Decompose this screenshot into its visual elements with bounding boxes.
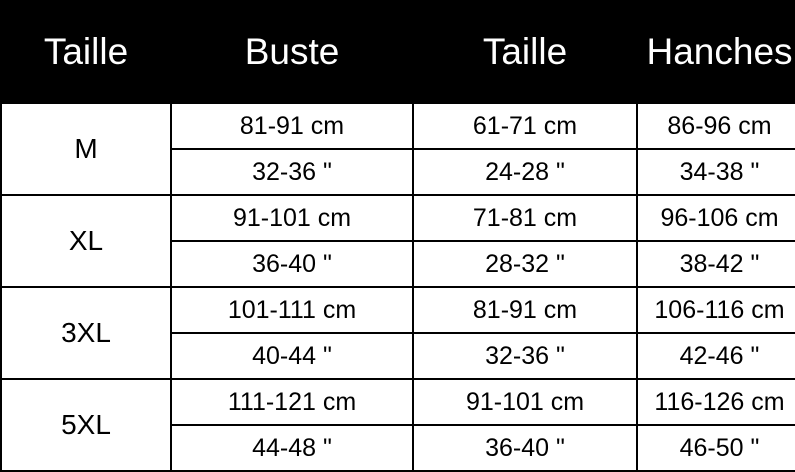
waist-cm-3xl: 81-91 cm — [413, 287, 637, 333]
column-header-size: Taille — [1, 1, 171, 103]
waist-in-xl: 28-32 " — [413, 241, 637, 287]
table-header — [1, 1, 795, 103]
bust-in-m: 32-36 " — [171, 149, 413, 195]
bust-in-3xl: 40-44 " — [171, 333, 413, 379]
size-label-xl: XL — [1, 195, 171, 287]
waist-cm-xl: 71-81 cm — [413, 195, 637, 241]
hips-cm-5xl: 116-126 cm — [637, 379, 795, 425]
hips-cm-3xl: 106-116 cm — [637, 287, 795, 333]
table-row — [1, 379, 795, 425]
bust-in-5xl: 44-48 " — [171, 425, 413, 471]
bust-cm-3xl: 101-111 cm — [171, 287, 413, 333]
table-row — [1, 103, 795, 149]
waist-in-5xl: 36-40 " — [413, 425, 637, 471]
bust-in-xl: 36-40 " — [171, 241, 413, 287]
hips-in-m: 34-38 " — [637, 149, 795, 195]
hips-cm-xl: 96-106 cm — [637, 195, 795, 241]
hips-in-3xl: 42-46 " — [637, 333, 795, 379]
table-body — [1, 103, 795, 471]
bust-cm-5xl: 111-121 cm — [171, 379, 413, 425]
waist-cm-5xl: 91-101 cm — [413, 379, 637, 425]
column-header-hips: Hanches — [637, 1, 795, 103]
hips-cm-m: 86-96 cm — [637, 103, 795, 149]
waist-cm-m: 61-71 cm — [413, 103, 637, 149]
size-label-m: M — [1, 103, 171, 195]
bust-cm-m: 81-91 cm — [171, 103, 413, 149]
table-row — [1, 287, 795, 333]
hips-in-xl: 38-42 " — [637, 241, 795, 287]
bust-cm-xl: 91-101 cm — [171, 195, 413, 241]
table-row — [1, 195, 795, 241]
size-label-5xl: 5XL — [1, 379, 171, 471]
column-header-bust: Buste — [171, 1, 413, 103]
size-label-3xl: 3XL — [1, 287, 171, 379]
waist-in-3xl: 32-36 " — [413, 333, 637, 379]
waist-in-m: 24-28 " — [413, 149, 637, 195]
hips-in-5xl: 46-50 " — [637, 425, 795, 471]
table-header-row — [1, 1, 795, 103]
column-header-waist: Taille — [413, 1, 637, 103]
